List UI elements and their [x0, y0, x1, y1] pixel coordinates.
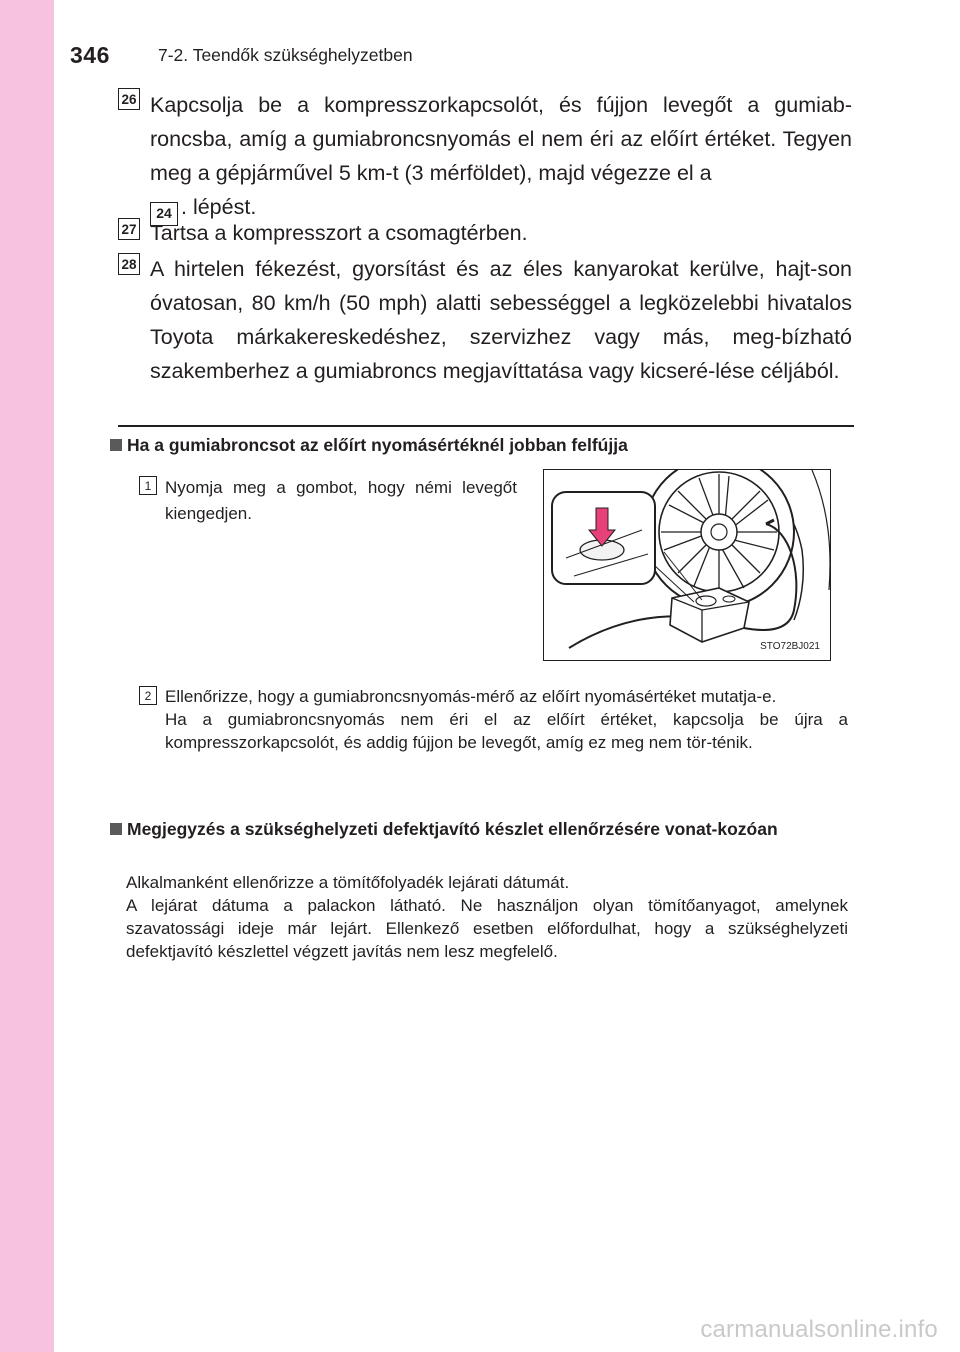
step-text: A hirtelen fékezést, gyorsítást és az éles kanyarokat kerülve, hajt-son óvatosan, 80 km/h (50 mph) alatti sebességgel a legközelebbi hivatalos Toyota márkakereskedéshez, szervizhez vagy más, meg-bízható szakemberhez a gumiabroncs megjavíttatása vagy kicseré-lése céljából.: [150, 257, 852, 383]
wheel-compressor-drawing: [544, 470, 831, 661]
step-text: Nyomja meg a gombot, hogy némi levegőt kiengedjen.: [165, 478, 517, 523]
step-reference: 24: [150, 202, 178, 226]
step-number: 26: [118, 88, 140, 110]
step-text: [165, 685, 848, 754]
bullet-square-icon: [110, 823, 122, 835]
note-text: [126, 871, 848, 963]
step-body: Ellenőrizze, hogy a gumiabroncsnyomás-mérő az előírt nyomásértéket mutatja-e.: [165, 687, 777, 706]
step-number: 1: [139, 476, 157, 495]
chapter-sidebar: [0, 0, 54, 1352]
step-text: [150, 88, 852, 226]
section-heading: [110, 433, 628, 457]
step-text: Tartsa a kompresszort a csomagtérben.: [150, 221, 528, 245]
page-number: 346: [70, 42, 110, 68]
step-number: 27: [118, 218, 140, 240]
divider: [118, 425, 854, 427]
section-heading-text: Ha a gumiabroncsot az előírt nyomásértéknél jobban felfújja: [127, 435, 628, 455]
section-title: 7-2. Teendők szükséghelyzetben: [158, 45, 413, 65]
step-number: 2: [139, 686, 157, 705]
figure-code: STO72BJ021: [760, 641, 820, 652]
step-body: Kapcsolja be a kompresszorkapcsolót, és fújjon levegőt a gumiab-roncsba, amíg a gumiabroncsnyomás el nem éri az előírt értéket. Tegyen meg a gépjárművel 5 km-t (3 mérföldet), majd végezze el a: [150, 93, 852, 185]
watermark: carmanualsonline.info: [700, 1316, 938, 1343]
step-body-note: Ha a gumiabroncsnyomás nem éri el az előírt értéket, kapcsolja be újra a kompresszorkapcsolót, és addig fújjon be levegőt, amíg ez meg nem tör-ténik.: [165, 710, 848, 752]
section-heading-text: Megjegyzés a szükséghelyzeti defektjavító készlet ellenőrzésére vonat-kozóan: [127, 819, 778, 839]
section-heading: [110, 817, 854, 841]
bullet-square-icon: [110, 439, 122, 451]
step-body-end: . lépést.: [181, 195, 257, 219]
note-paragraph: A lejárat dátuma a palackon látható. Ne használjon olyan tömítőanyagot, amelynek szavatossági ideje már lejárt. Ellenkező esetben előfordulhat, hogy a szükséghelyzeti defektjavító készlettel végzett javítás nem lesz megfelelő.: [126, 896, 848, 961]
note-paragraph: Alkalmanként ellenőrizze a tömítőfolyadék lejárati dátumát.: [126, 873, 570, 892]
compressor-illustration: [543, 469, 831, 661]
step-number: 28: [118, 253, 140, 275]
